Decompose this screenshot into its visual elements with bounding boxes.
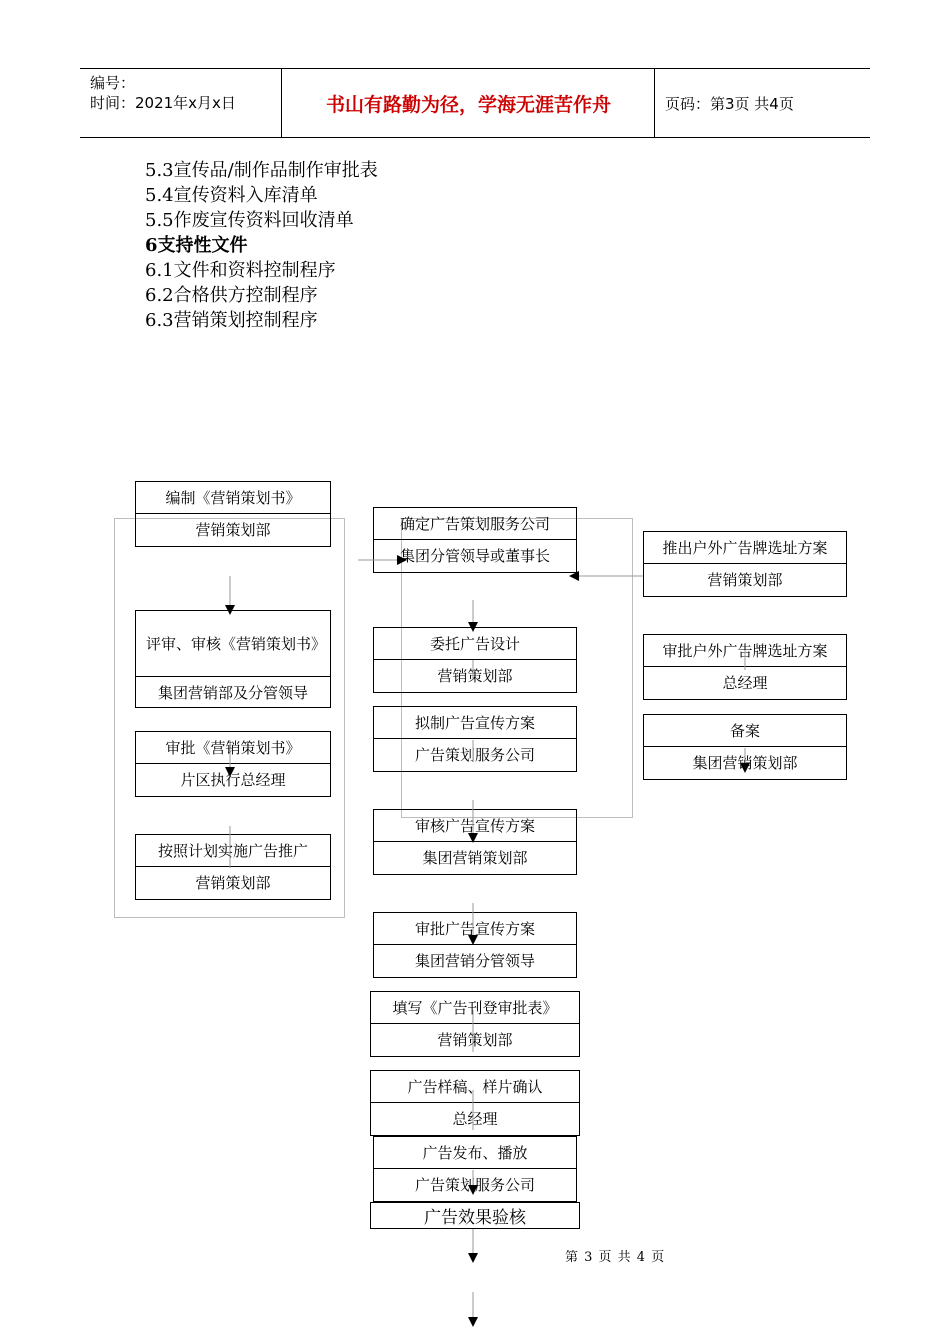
flow-task: 委托广告设计	[374, 628, 576, 660]
list-item: 6.2合格供方控制程序	[145, 285, 318, 306]
flow-owner: 营销策划部	[195, 874, 271, 892]
flow-owner: 集团营销策划部	[692, 754, 798, 772]
list-item: 6.1文件和资料控制程序	[145, 260, 336, 281]
flow-task: 广告发布、播放	[374, 1137, 576, 1169]
flow-task: 推出户外广告牌选址方案	[644, 532, 846, 564]
flow-owner: 集团分管领导或董事长	[399, 547, 550, 565]
flow-owner: 营销策划部	[707, 571, 783, 589]
flow-task: 确定广告策划服务公司	[374, 508, 576, 540]
flow-task: 按照计划实施广告推广	[136, 835, 330, 867]
flow-task: 拟制广告宣传方案	[374, 707, 576, 739]
time-label: 时间：2021年x月x日	[90, 94, 236, 112]
list-item: 5.5作废宣传资料回收清单	[145, 210, 354, 231]
flow-task: 填写《广告刊登审批表》	[371, 992, 579, 1024]
flow-task: 审批《营销策划书》	[136, 732, 330, 764]
list-item: 5.4宣传资料入库清单	[145, 185, 318, 206]
list-item: 6.3营销策划控制程序	[145, 310, 318, 331]
flow-owner: 片区执行总经理	[180, 771, 286, 789]
flow-owner: 集团营销部及分管领导	[157, 684, 308, 702]
flow-task: 备案	[644, 715, 846, 747]
flow-owner: 总经理	[722, 674, 768, 692]
number-label: 编号：	[90, 74, 136, 92]
motto: 书山有路勤为径，学海无涯苦作舟	[325, 93, 611, 116]
flow-task: 广告效果验核	[424, 1208, 526, 1228]
flow-owner: 集团营销策划部	[422, 849, 528, 867]
page-footer: 第 3 页 共 4 页	[565, 1250, 666, 1265]
section-heading: 6支持性文件	[145, 235, 248, 256]
flow-task: 审核广告宣传方案	[374, 810, 576, 842]
flow-owner: 广告策划服务公司	[414, 746, 535, 764]
page-info: 页码：第3页 共4页	[665, 94, 794, 113]
flow-owner: 广告策划服务公司	[414, 1176, 535, 1194]
flow-owner: 营销策划部	[437, 1031, 513, 1049]
flow-task: 广告样稿、样片确认	[371, 1071, 579, 1103]
flow-owner: 总经理	[452, 1110, 498, 1128]
flow-task: 评审、审核《营销策划书》	[136, 611, 330, 677]
flow-owner: 营销策划部	[195, 521, 271, 539]
flow-owner: 营销策划部	[437, 667, 513, 685]
flow-owner: 集团营销分管领导	[414, 952, 535, 970]
list-item: 5.3宣传品/制作品制作审批表	[145, 160, 378, 181]
flow-task: 审批广告宣传方案	[374, 913, 576, 945]
flow-task: 审批户外广告牌选址方案	[644, 635, 846, 667]
flow-task: 编制《营销策划书》	[136, 482, 330, 514]
